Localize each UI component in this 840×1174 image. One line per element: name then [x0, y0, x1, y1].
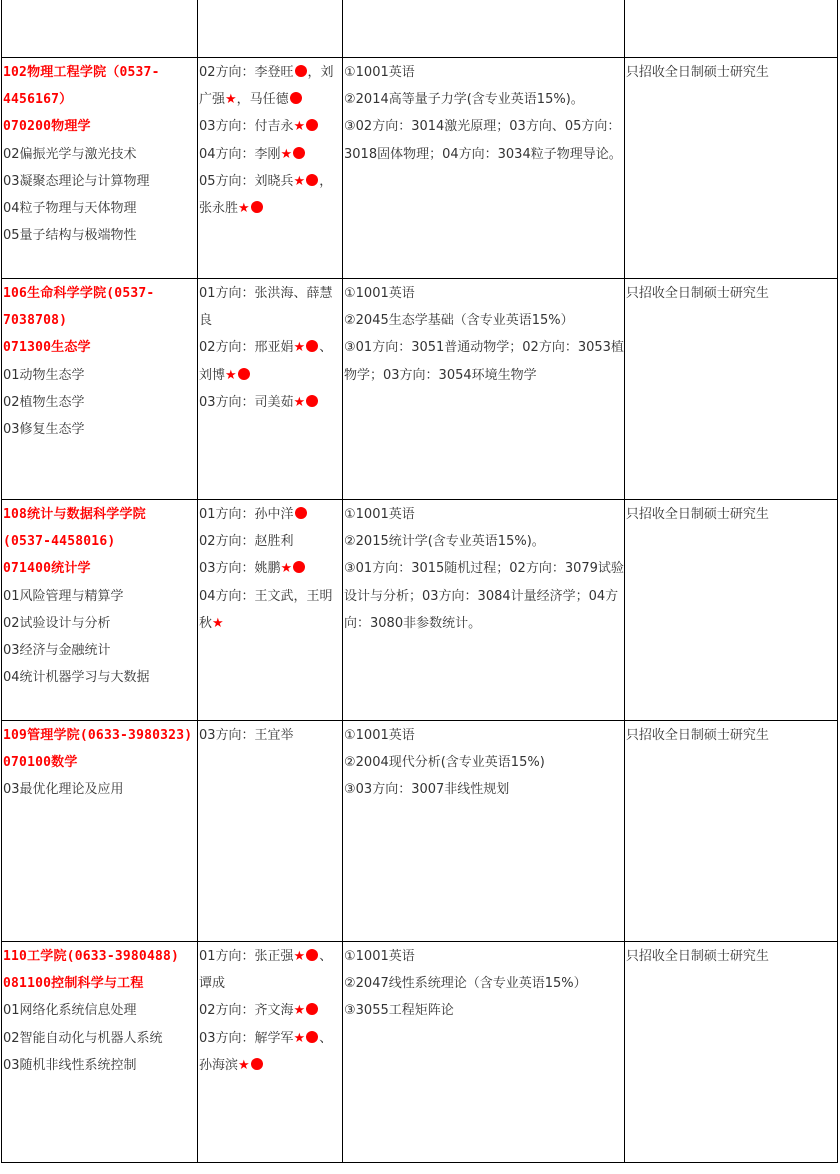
red-dot-icon [293, 561, 305, 573]
doctoral-supervisor-star-icon: ★ [293, 1003, 306, 1019]
supervisor-line [199, 280, 342, 307]
supervisor-text: 03方向：姚鹏 [199, 561, 281, 577]
red-dot-icon [251, 1058, 263, 1070]
research-direction: 03经济与金融统计 [3, 642, 111, 658]
exam-subject: ②2047线性系统理论（含专业英语15%） [344, 976, 587, 992]
exam-subject: ③02方向：3014激光原理；03方向、05方向： [344, 119, 621, 135]
cell-supervisors [198, 58, 343, 279]
exam-subject: ③01方向：3051普通动物学；02方向：3053植 [344, 340, 624, 356]
major-name: 070100数学 [3, 755, 78, 771]
supervisor-line [199, 610, 342, 637]
major-name: 071300生态学 [3, 340, 91, 356]
supervisor-text: 02方向：齐文海 [199, 1003, 294, 1019]
cell-college [2, 721, 198, 942]
research-direction: 03凝聚态理论与计算物理 [3, 173, 150, 189]
supervisor-line [199, 389, 342, 416]
cell-college [2, 500, 198, 721]
research-direction: 01网络化系统信息处理 [3, 1003, 137, 1019]
supervisor-text: 秋 [199, 615, 213, 631]
exam-subject: ①1001英语 [344, 949, 415, 964]
supervisor-line [199, 141, 342, 168]
research-direction: 04统计机器学习与大数据 [3, 670, 150, 686]
red-dot-icon [306, 395, 318, 407]
table-row [2, 942, 838, 1163]
supervisor-line [199, 528, 342, 555]
red-dot-icon [295, 65, 307, 77]
supervisor-text: 刘博 [199, 367, 226, 383]
table-row [2, 721, 838, 942]
cell-college [2, 942, 198, 1163]
exam-subject: 3018固体物理；04方向：3034粒子物理导论。 [344, 146, 622, 162]
table-row [2, 500, 838, 721]
supervisor-text: ， [319, 173, 333, 189]
supervisor-text: 05方向：刘晓兵 [199, 173, 294, 189]
cell-exams [343, 942, 625, 1163]
research-direction: 02试验设计与分析 [3, 615, 111, 631]
cell-note [624, 721, 837, 942]
exam-subject: ①1001英语 [344, 728, 415, 743]
supervisor-line [199, 334, 342, 361]
exam-subject: ②2045生态学基础（含专业英语15%） [344, 313, 574, 329]
research-direction: 02智能自动化与机器人系统 [3, 1030, 163, 1046]
cell-supervisors [198, 500, 343, 721]
research-direction: 01动物生态学 [3, 367, 85, 383]
supervisor-text: 03方向：付吉永 [199, 119, 294, 135]
research-direction: 01风险管理与精算学 [3, 588, 124, 604]
supervisor-line [199, 168, 342, 195]
exam-subject: ②2004现代分析(含专业英语15%) [344, 755, 545, 771]
doctoral-supervisor-star-icon: ★ [238, 1057, 250, 1073]
college-name: 4456167） [3, 92, 73, 108]
red-dot-icon [238, 368, 250, 380]
exam-subject: ③01方向：3015随机过程；02方向：3079试验 [344, 561, 624, 577]
table-row-partial [2, 0, 838, 58]
supervisor-text: 02方向：李登旺 [199, 65, 294, 80]
research-direction: 02植物生态学 [3, 394, 85, 410]
exam-subject: ①1001英语 [344, 286, 415, 301]
research-direction: 03最优化理论及应用 [3, 782, 124, 798]
supervisor-line [199, 501, 342, 528]
doctoral-supervisor-star-icon: ★ [225, 92, 237, 108]
supervisor-line [199, 307, 342, 334]
table-row [2, 58, 838, 279]
supervisor-line [199, 195, 342, 222]
enrollment-note: 只招收全日制硕士研究生 [625, 286, 769, 301]
supervisor-line [199, 583, 342, 610]
major-name: 081100控制科学与工程 [3, 976, 144, 992]
exam-subject: ②2015统计学(含专业英语15%)。 [344, 534, 545, 550]
doctoral-supervisor-star-icon: ★ [293, 340, 306, 356]
supervisor-text: 、 [319, 949, 333, 964]
supervisor-text: 张永胜 [199, 200, 239, 216]
cell-note [624, 279, 837, 500]
research-direction: 05量子结构与极端物性 [3, 228, 137, 244]
supervisor-line [199, 943, 342, 970]
cell-note [624, 942, 837, 1163]
supervisor-line [199, 1025, 342, 1052]
supervisor-text: 04方向：王文武，王明 [199, 588, 333, 604]
red-dot-icon [306, 949, 318, 961]
cell-exams [343, 279, 625, 500]
cell-supervisors [198, 942, 343, 1163]
enrollment-note: 只招收全日制硕士研究生 [625, 507, 769, 522]
cell-note [624, 0, 837, 58]
supervisor-text: 孙海滨 [199, 1057, 239, 1073]
cell-note [624, 500, 837, 721]
exam-subject: ③3055工程矩阵论 [344, 1003, 454, 1019]
doctoral-supervisor-star-icon: ★ [293, 394, 306, 410]
red-dot-icon [306, 340, 318, 352]
cell-college [2, 279, 198, 500]
doctoral-supervisor-star-icon: ★ [225, 367, 237, 383]
supervisor-text: 、 [319, 1030, 333, 1046]
enrollment-note: 只招收全日制硕士研究生 [625, 65, 769, 80]
exam-subject: 向：3080非参数统计。 [344, 615, 482, 631]
supervisor-line [199, 997, 342, 1024]
supervisor-line [199, 555, 342, 582]
college-name: 108统计与数据科学学院 [3, 507, 146, 522]
doctoral-supervisor-star-icon: ★ [293, 119, 306, 135]
red-dot-icon [306, 174, 318, 186]
admissions-table [1, 0, 838, 1163]
college-name: 7038708) [3, 313, 68, 329]
cell-supervisors [198, 0, 343, 58]
doctoral-supervisor-star-icon: ★ [280, 146, 293, 162]
cell-exams [343, 58, 625, 279]
cell-note [624, 58, 837, 279]
cell-college [2, 58, 198, 279]
supervisor-text: 良 [199, 313, 213, 329]
supervisor-text: 04方向：李刚 [199, 146, 281, 162]
enrollment-note: 只招收全日制硕士研究生 [625, 949, 769, 964]
exam-subject: ②2014高等量子力学(含专业英语15%)。 [344, 92, 584, 108]
enrollment-note: 只招收全日制硕士研究生 [625, 728, 769, 743]
cell-supervisors [198, 279, 343, 500]
supervisor-text: 03方向：王宜举 [199, 728, 294, 743]
doctoral-supervisor-star-icon: ★ [238, 200, 250, 216]
supervisor-text: 03方向：解学军 [199, 1030, 294, 1046]
exam-subject: 设计与分析；03方向：3084计量经济学；04方 [344, 588, 619, 604]
supervisor-line [199, 113, 342, 140]
college-name: 109管理学院(0633-3980323) [3, 728, 193, 743]
supervisor-text: 01方向：张正强 [199, 949, 294, 964]
cell-exams [343, 721, 625, 942]
college-name: 106生命科学学院(0537- [3, 286, 155, 301]
doctoral-supervisor-star-icon: ★ [293, 949, 306, 964]
table-row [2, 279, 838, 500]
supervisor-line [199, 722, 342, 749]
supervisor-text: 03方向：司美茹 [199, 394, 294, 410]
doctoral-supervisor-star-icon: ★ [293, 1030, 306, 1046]
college-name: 110工学院(0633-3980488) [3, 949, 180, 964]
cell-supervisors [198, 721, 343, 942]
cell-exams [343, 0, 625, 58]
cell-college [2, 0, 198, 58]
research-direction: 03随机非线性系统控制 [3, 1057, 137, 1073]
red-dot-icon [290, 92, 302, 104]
supervisor-text: 01方向：孙中洋 [199, 507, 294, 522]
red-dot-icon [306, 119, 318, 131]
cell-exams [343, 500, 625, 721]
supervisor-line [199, 1052, 342, 1079]
major-name: 070200物理学 [3, 119, 91, 135]
supervisor-text: ，马任德 [236, 92, 289, 108]
doctoral-supervisor-star-icon: ★ [212, 615, 224, 631]
doctoral-supervisor-star-icon: ★ [280, 561, 293, 577]
research-direction: 03修复生态学 [3, 421, 85, 437]
supervisor-line [199, 86, 342, 113]
supervisor-line [199, 970, 342, 997]
college-name: (0537-4458016) [3, 534, 116, 550]
college-name: 102物理工程学院（0537- [3, 65, 160, 80]
supervisor-text: ，刘 [307, 65, 334, 80]
exam-subject: ①1001英语 [344, 65, 415, 80]
major-name: 071400统计学 [3, 561, 91, 577]
research-direction: 04粒子物理与天体物理 [3, 200, 137, 216]
supervisor-text: 01方向：张洪海、薛慧 [199, 286, 333, 301]
exam-subject: ①1001英语 [344, 507, 415, 522]
red-dot-icon [306, 1031, 318, 1043]
supervisor-text: 广强 [199, 92, 226, 108]
supervisor-line [199, 59, 342, 86]
red-dot-icon [306, 1003, 318, 1015]
supervisor-line [199, 362, 342, 389]
supervisor-text: 02方向：邢亚娟 [199, 340, 294, 356]
exam-subject: 物学；03方向：3054环境生物学 [344, 367, 537, 383]
supervisor-text: 02方向：赵胜利 [199, 534, 294, 550]
doctoral-supervisor-star-icon: ★ [293, 173, 306, 189]
red-dot-icon [251, 201, 263, 213]
research-direction: 02偏振光学与激光技术 [3, 146, 137, 162]
supervisor-text: 、 [319, 340, 333, 356]
red-dot-icon [295, 507, 307, 519]
exam-subject: ③03方向：3007非线性规划 [344, 782, 510, 798]
supervisor-text: 谭成 [199, 976, 226, 992]
red-dot-icon [293, 147, 305, 159]
